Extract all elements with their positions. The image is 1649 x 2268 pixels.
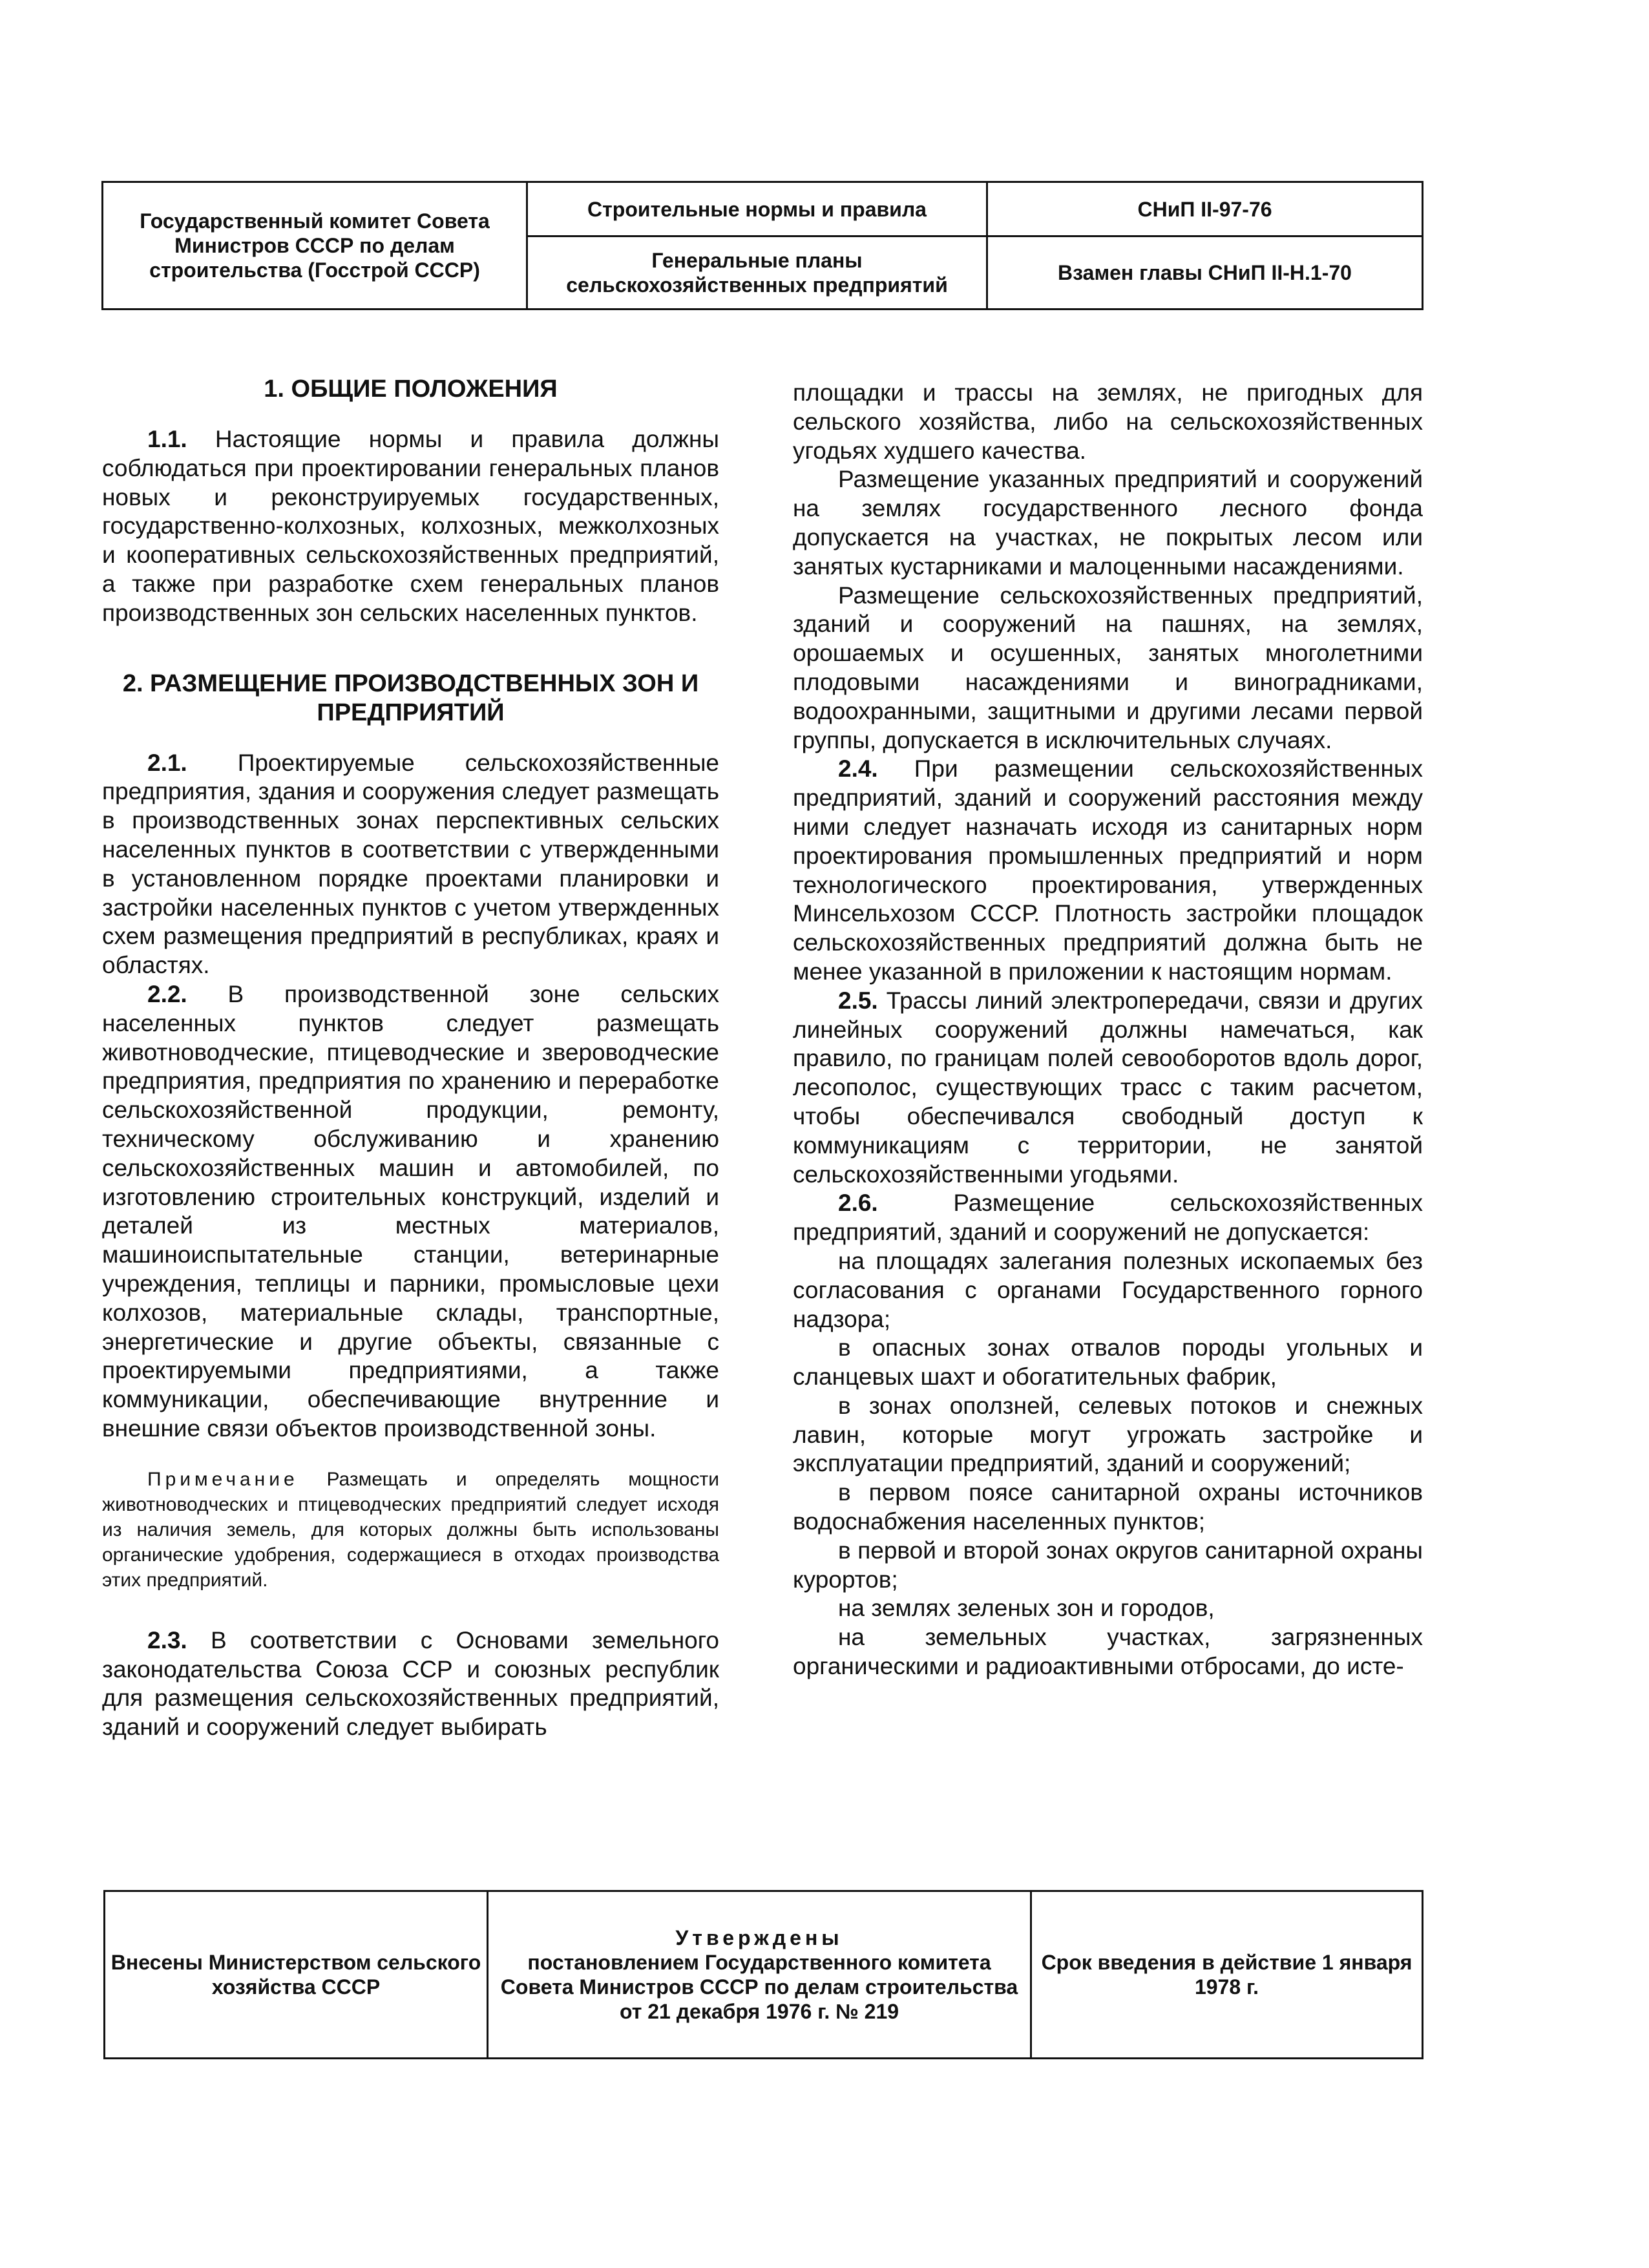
list-item: на земельных участках, загрязненных органическими и радиоактивными отбросами, до исте- [793, 1624, 1423, 1680]
paragraph-number: 2.2. [147, 980, 187, 1007]
note-label: Примечание [147, 1468, 299, 1490]
left-column [102, 375, 719, 1742]
paragraph-number: 2.3. [147, 1626, 187, 1654]
note [102, 1467, 719, 1593]
subject-cell: Генеральные планы сельскохозяйственных предприятий [527, 236, 987, 310]
paragraph-2-3-continued: площадки и трассы на землях, не пригодных для сельского хозяйства, либо на сельскохозяйственных угодьях худшего качества. [793, 379, 1423, 464]
effective-cell: Срок введения в действие 1 января 1978 г. [1031, 1891, 1423, 2059]
paragraph-number: 2.6. [838, 1190, 878, 1217]
code-cell: СНиП II-97-76 [987, 182, 1423, 236]
paragraph-text: Проектируемые сельскохозяйственные предприятия, здания и сооружения следует размещать в производственных зонах перспективных сельских населенных пунктов в соответствии с утвержденными в установленном порядке проектами планировки и застройки населенных пунктов с учетом утвержденных схем размещения предприятий в республиках, краях и областях. [102, 749, 719, 979]
paragraph-2-2 [102, 980, 719, 1444]
committee-cell: Государственный комитет Совета Министров СССР по делам строительства (Госстрой СССР) [103, 182, 527, 310]
list-item: в опасных зонах отвалов породы угольных и сланцевых шахт и обогатительных фабрик, [793, 1334, 1423, 1391]
header-table [101, 181, 1423, 310]
norms-title-cell: Строительные нормы и правила [527, 182, 987, 236]
paragraph-2-6 [793, 1189, 1423, 1247]
paragraph-2-3-b: Размещение указанных предприятий и сооружений на землях государственного лесного фонда допускается на участках, не покрытых лесом или занятых кустарниками и малоценными насаждениями. [793, 466, 1423, 580]
section-1-title: 1. ОБЩИЕ ПОЛОЖЕНИЯ [264, 375, 558, 403]
paragraph-2-5 [793, 987, 1423, 1190]
right-column [793, 379, 1423, 1681]
paragraph-1-1 [102, 425, 719, 628]
paragraph-number: 2.5. [838, 987, 878, 1014]
paragraph-text: В производственной зоне сельских населенных пунктов следует размещать животноводческие, птицеводческие и звероводческие предприятия, предприятия по хранению и переработке сельскохозяйственной продукции, ремонту, техническому обслуживанию и хранению сельскохозяйственных машин и автомобилей, по изготовлению строительных конструкций, изделий и деталей из местных материалов, машиноиспытательные станции, ветеринарные учреждения, теплицы и парники, промысловые цехи колхозов, материальные склады, транспортные, энергетические и другие объекты, связанные с проектируемыми предприятиями, а также коммуникации, обеспечивающие внутренние и внешние связи объектов производственной зоны. [102, 980, 719, 1442]
replaces-cell: Взамен главы СНиП II-Н.1-70 [987, 236, 1423, 310]
paragraph-2-4 [793, 755, 1423, 986]
list-item: в зонах оползней, селевых потоков и снежных лавин, которые могут угрожать застройке и эксплуатации предприятий, зданий и сооружений; [793, 1392, 1423, 1477]
paragraph-number: 2.1. [147, 749, 187, 776]
footer-table [103, 1890, 1423, 2059]
approved-cell [488, 1891, 1031, 2059]
paragraph-2-1 [102, 749, 719, 980]
list-item: в первом поясе санитарной охраны источников водоснабжения населенных пунктов; [793, 1479, 1423, 1535]
paragraph-number: 1.1. [147, 426, 187, 452]
paragraph-text: Размещение сельскохозяйственных предприятий, зданий и сооружений не допускается: [793, 1190, 1423, 1246]
paragraph-2-3-c: Размещение сельскохозяйственных предприятий, зданий и сооружений на пашнях, на землях, орошаемых и осушенных, занятых многолетними плодовыми насаждениями и виноградниками, водоохранными, защитными и другими лесами первой группы, допускается в исключительных случаях. [793, 582, 1423, 753]
paragraph-number: 2.4. [838, 755, 878, 782]
paragraph-text: Трассы линий электропередачи, связи и других линейных сооружений должны намечаться, как правило, по границам полей севооборотов вдоль дорог, лесополос, существующих трасс с таким расчетом, чтобы обеспечивался свободный доступ к коммуникациям с территории, не занятой сельскохозяйственными угодьями. [793, 987, 1423, 1188]
paragraph-2-3 [102, 1626, 719, 1742]
approved-text: постановлением Государственного комитета Совета Министров СССР по делам строительства от 21 декабря 1976 г. № 219 [500, 1951, 1018, 2023]
approved-label: Утверждены [675, 1926, 843, 1949]
paragraph-text: В соответствии с Основами земельного законодательства Союза ССР и союзных республик для размещения сельскохозяйственных предприятий, зданий и сооружений следует выбирать [102, 1626, 720, 1741]
introduced-cell: Внесены Министерством сельского хозяйства СССР [105, 1891, 488, 2059]
note-text: Размещать и определять мощности животноводческих и птицеводческих предприятий следует исходя из наличия земель, для которых должны быть использованы органические удобрения, содержащиеся в отходах производства этих предприятий. [102, 1468, 719, 1591]
list-item: в первой и второй зонах округов санитарной охраны курортов; [793, 1537, 1423, 1593]
section-2-title: 2. РАЗМЕЩЕНИЕ ПРОИЗВОДСТВЕННЫХ ЗОН И ПРЕДПРИЯТИЙ [122, 669, 699, 726]
paragraph-text: При размещении сельскохозяйственных предприятий, зданий и сооружений расстояния между ними следует назначать исходя из санитарных норм проектирования промышленных предприятий и норм технологического проектирования, утвержденных Минсельхозом СССР. Плотность застройки площадок сельскохозяйственных предприятий должна быть не менее указанной в приложении к настоящим нормам. [793, 755, 1423, 985]
paragraph-text: Настоящие нормы и правила должны соблюдаться при проектировании генеральных планов новых и реконструируемых государственных, государственно-колхозных, колхозных, межколхозных и кооперативных сельскохозяйственных предприятий, а также при разработке схем генеральных планов производственных зон сельских населенных пунктов. [102, 426, 719, 626]
list-item: на площадях залегания полезных ископаемых без согласования с органами Государственного горного надзора; [793, 1247, 1423, 1332]
list-item: на землях зеленых зон и городов, [838, 1595, 1215, 1622]
